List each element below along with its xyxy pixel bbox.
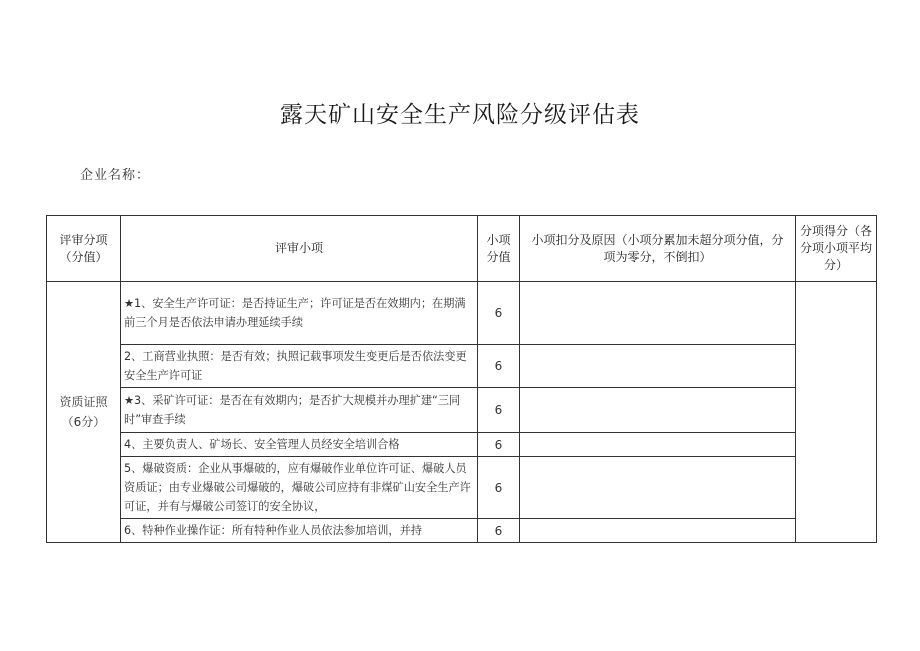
item-text: 4、主要负责人、矿场长、安全管理人员经安全培训合格 [121,433,478,457]
item-score: 6 [478,457,520,519]
item-score: 6 [478,345,520,388]
deduction-cell [520,433,796,457]
header-deduction: 小项扣分及原因（小项分累加未超分项分值，分项为零分，不倒扣） [520,216,796,282]
item-score: 6 [478,519,520,543]
document-title: 露天矿山安全生产风险分级评估表 [280,102,640,128]
item-text: 6、特种作业操作证：所有特种作业人员依法参加培训，并持 [121,519,478,543]
deduction-cell [520,457,796,519]
deduction-cell [520,345,796,388]
header-item: 评审小项 [121,216,478,282]
deduction-cell [520,282,796,345]
item-score: 6 [478,433,520,457]
header-subtotal: 分项得分（各分项小项平均分） [796,216,877,282]
deduction-cell [520,519,796,543]
item-text: 2、工商营业执照：是否有效；执照记载事项发生变更后是否依法变更安全生产许可证 [121,345,478,388]
header-item-score: 小项分值 [478,216,520,282]
table-header-row [47,216,877,282]
header-category: 评审分项（分值） [47,216,121,282]
table-row [47,282,877,345]
item-text: 5、爆破资质：企业从事爆破的，应有爆破作业单位许可证、爆破人员资质证；由专业爆破公司爆破的，爆破公司应持有非煤矿山安全生产许可证，并有与爆破公司签订的安全协议， [121,457,478,519]
company-name-label: 企业名称： [80,168,151,183]
table-row [47,433,877,457]
table-row [47,519,877,543]
table-row [47,388,877,433]
table-row [47,345,877,388]
item-text: ★1、安全生产许可证：是否持证生产；许可证是否在效期内；在期满前三个月是否依法申请办理延续手续 [121,282,478,345]
assessment-table [46,215,877,543]
table-row [47,457,877,519]
category-cell: 资质证照（6分） [47,282,121,543]
item-text: ★3、采矿许可证：是否在有效期内；是否扩大规模并办理扩建“三同时”审查手续 [121,388,478,433]
item-score: 6 [478,282,520,345]
item-score: 6 [478,388,520,433]
subtotal-cell [796,282,877,543]
deduction-cell [520,388,796,433]
